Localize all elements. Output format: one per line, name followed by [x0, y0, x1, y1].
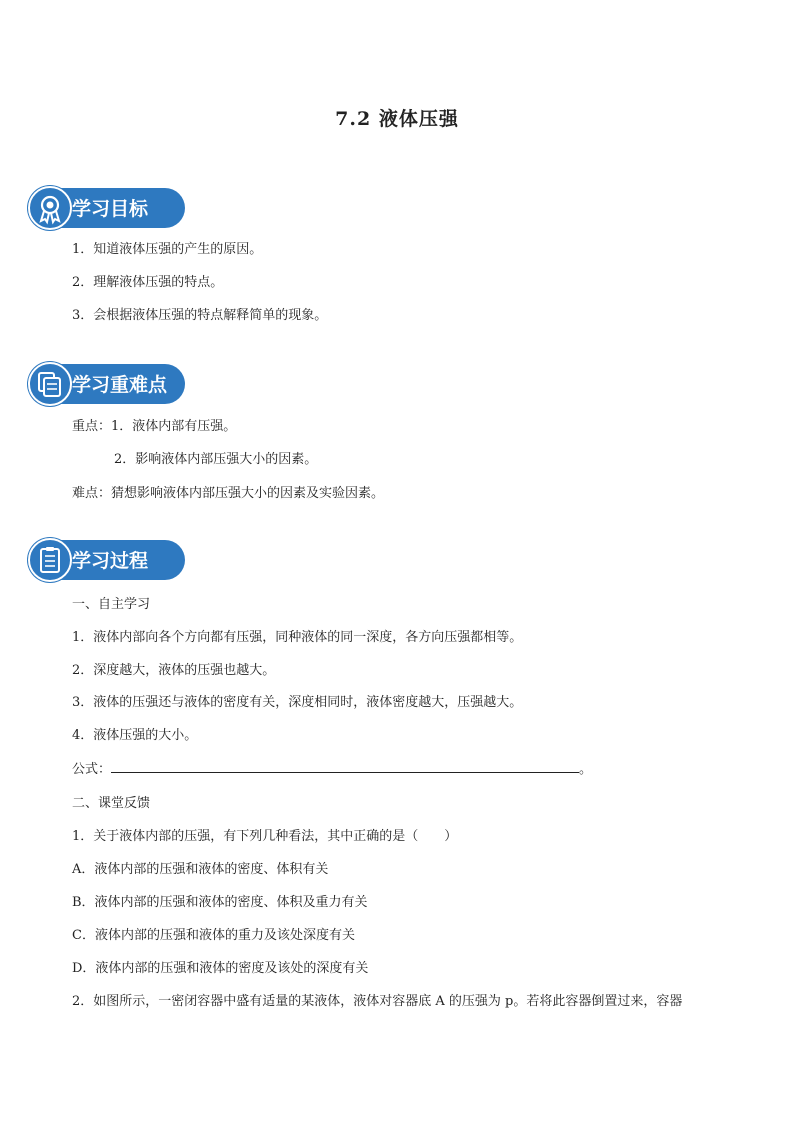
difficulty-line: 难点：猜想影响液体内部压强大小的因素及实验因素。: [72, 486, 385, 501]
process-line-1: 1．液体内部向各个方向都有压强，同种液体的同一深度，各方向压强都相等。: [72, 630, 523, 645]
option-c: C．液体内部的压强和液体的重力及该处深度有关: [72, 928, 355, 943]
question-2: 2．如图所示，一密闭容器中盛有适量的某液体，液体对容器底 A 的压强为 p。若将此容器倒置过来，容器: [72, 994, 683, 1009]
formula-line: [72, 758, 592, 777]
key-point-line-2: 2．影响液体内部压强大小的因素。: [114, 452, 318, 467]
process-line-2: 2．深度越大，液体的压强也越大。: [72, 663, 276, 678]
option-b: B．液体内部的压强和液体的密度、体积及重力有关: [72, 895, 368, 910]
goal-line-2: 2．理解液体压强的特点。: [72, 275, 224, 290]
option-a: A．液体内部的压强和液体的密度、体积有关: [72, 862, 329, 877]
page-title: 7.2 液体压强: [335, 108, 459, 130]
subheading-self-study: 一、自主学习: [72, 597, 151, 612]
key-point-line: 重点：1．液体内部有压强。: [72, 419, 237, 434]
section-banner-learning-goals: [28, 186, 185, 230]
formula-label: 公式：: [72, 762, 112, 777]
formula-blank[interactable]: [111, 760, 579, 773]
stacked-pages-icon: [28, 362, 72, 406]
section-heading: 学习目标: [72, 198, 149, 220]
process-line-4: 4．液体压强的大小。: [72, 728, 198, 743]
award-ribbon-icon: [28, 186, 72, 230]
goal-line-1: 1．知道液体压强的产生的原因。: [72, 242, 263, 257]
clipboard-list-icon: [28, 538, 72, 582]
goal-line-3: 3．会根据液体压强的特点解释简单的现象。: [72, 308, 328, 323]
formula-end: 。: [579, 762, 593, 777]
section-banner-key-points: [28, 362, 185, 406]
section-banner-learning-process: [28, 538, 185, 582]
process-line-3: 3．液体的压强还与液体的密度有关，深度相同时，液体密度越大，压强越大。: [72, 695, 523, 710]
question-1: 1．关于液体内部的压强，有下列几种看法，其中正确的是（ ）: [72, 829, 458, 844]
section-heading: 学习重难点: [72, 374, 168, 396]
section-heading: 学习过程: [72, 550, 149, 572]
option-d: D．液体内部的压强和液体的密度及该处的深度有关: [72, 961, 369, 976]
subheading-feedback: 二、课堂反馈: [72, 796, 151, 811]
